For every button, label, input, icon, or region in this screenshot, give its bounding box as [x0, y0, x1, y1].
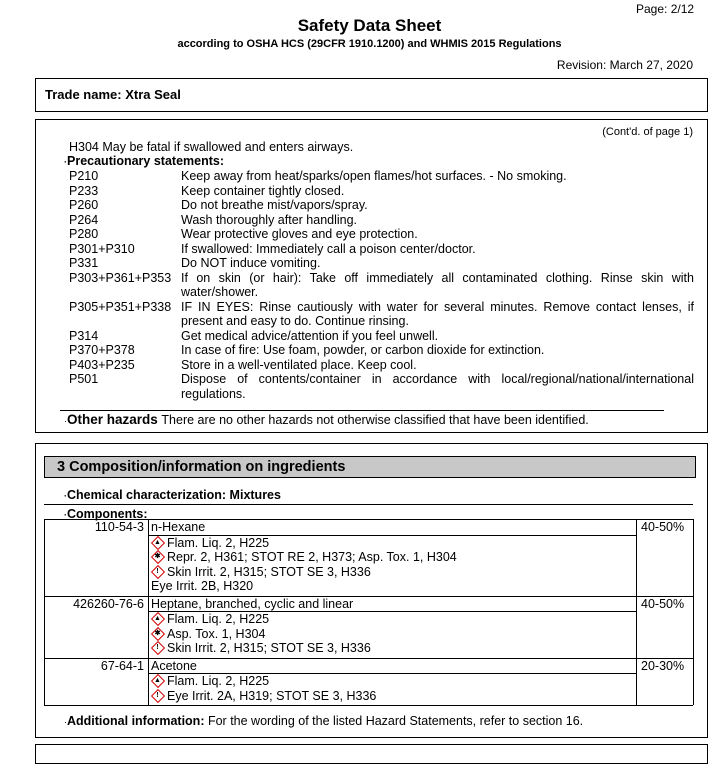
exclamation-icon	[151, 565, 164, 578]
statement-code: P331	[69, 256, 99, 270]
chem-char-label: Chemical characterization: Mixtures	[67, 488, 281, 502]
flame-icon	[151, 536, 164, 549]
exclamation-icon	[151, 641, 164, 654]
statement-text: Store in a well-ventilated place. Keep cool.	[181, 357, 417, 372]
statement-text: If swallowed: Immediately call a poison center/doctor.	[181, 241, 476, 256]
statement-text: Wear protective gloves and eye protection.	[181, 227, 418, 241]
statement-code: P303+P361+P353	[69, 270, 172, 285]
trade-name-box	[35, 78, 708, 112]
additional-info-row	[64, 714, 583, 730]
bullet-dot: ·	[64, 717, 67, 727]
bullet-dot: ·	[64, 510, 67, 520]
additional-info-label: Additional information:	[67, 714, 205, 728]
cas-number: 110-54-3	[94, 520, 144, 534]
pictogram-symbol: !	[156, 567, 159, 575]
row-bottom-border	[44, 705, 693, 706]
statement-code: P305+P351+P338	[69, 299, 172, 314]
hazard-line	[151, 627, 265, 642]
exclamation-icon	[151, 689, 164, 702]
statement-code: P210	[69, 169, 99, 183]
hazard-text: Eye Irrit. 2A, H319; STOT SE 3, H336	[167, 688, 377, 703]
trade-name: Trade name: Xtra Seal	[45, 87, 181, 102]
other-hazards-label: Other hazards	[67, 412, 158, 427]
statement-code: P280	[69, 227, 99, 241]
revision-date: Revision: March 27, 2020	[556, 58, 693, 72]
cas-column-line	[148, 519, 149, 596]
section-3-heading: 3 Composition/information on ingredients	[57, 459, 346, 475]
statement-text: If on skin (or hair): Take off immediately all contaminated clothing. Rinse skin with	[181, 270, 694, 285]
pictogram-symbol: ▲	[154, 615, 161, 622]
statement-text: Do NOT induce vomiting.	[181, 256, 321, 270]
hazard-line	[151, 612, 269, 627]
table-right-border	[693, 519, 694, 705]
percent-column-line	[636, 519, 637, 596]
pictogram-symbol: ✱	[154, 553, 161, 560]
statement-code: P314	[69, 328, 99, 343]
health-hazard-icon	[151, 627, 164, 640]
bullet-dot: ·	[64, 491, 67, 501]
components-table	[44, 519, 693, 716]
statement-code: P370+P378	[69, 343, 135, 357]
health-hazard-icon	[151, 550, 164, 563]
component-percent: 40-50%	[641, 520, 685, 534]
statement-code: P301+P310	[69, 241, 135, 256]
section-3-box	[35, 443, 708, 738]
page-number: Page: 2/12	[636, 2, 695, 16]
hazard-text: Repr. 2, H361; STOT RE 2, H373; Asp. Tox. 1, H304	[167, 550, 457, 564]
cas-number: 426260-76-6	[73, 596, 144, 611]
section-2-box	[35, 119, 708, 433]
statement-text: present and easy to do. Continue rinsing.	[181, 314, 409, 328]
percent-column-line	[636, 658, 637, 706]
hazard-line	[151, 536, 269, 551]
component-name: Heptane, branched, cyclic and linear	[151, 596, 354, 611]
statement-text: Wash thoroughly after handling.	[181, 212, 358, 227]
flame-icon	[151, 674, 164, 687]
pictogram-symbol: ▲	[154, 677, 161, 684]
bullet-dot: ·	[64, 416, 67, 426]
hazard-text: Flam. Liq. 2, H225	[167, 535, 270, 550]
hazard-text: Flam. Liq. 2, H225	[167, 674, 270, 688]
hazard-text: Asp. Tox. 1, H304	[167, 626, 266, 641]
chem-char-row	[64, 488, 281, 504]
next-section-box	[35, 744, 708, 764]
components-label: Components:	[67, 507, 148, 521]
cas-number: 67-64-1	[100, 658, 144, 673]
document-title: Safety Data Sheet	[297, 16, 442, 35]
additional-info-text: For the wording of the listed Hazard Statements, refer to section 16.	[207, 714, 584, 728]
h304-statement: H304 May be fatal if swallowed and enters airways.	[69, 140, 354, 154]
statement-text: Get medical advice/attention if you feel unwell.	[181, 328, 439, 343]
statement-text: Keep away from heat/sparks/open flames/hot surfaces. - No smoking.	[181, 169, 567, 183]
table-left-border	[44, 519, 45, 705]
hazard-text: Flam. Liq. 2, H225	[167, 612, 270, 626]
other-hazards-text: There are no other hazards not otherwise classified that have been identified.	[161, 413, 589, 427]
statement-code: P403+P235	[69, 357, 135, 372]
statement-text: In case of fire: Use foam, powder, or carbon dioxide for extinction.	[181, 343, 545, 357]
precautionary-label: Precautionary statements:	[67, 154, 225, 168]
document-subtitle: according to OSHA HCS (29CFR 1910.1200) and WHMIS 2015 Regulations	[177, 38, 562, 50]
pictogram-symbol: !	[156, 644, 159, 651]
statement-code: P233	[69, 183, 99, 198]
section-3-heading-bar	[44, 456, 696, 478]
flame-icon	[151, 612, 164, 625]
hazard-line	[151, 550, 457, 565]
percent-column-line	[636, 596, 637, 658]
hazard-line	[151, 674, 269, 689]
hazard-text: Eye Irrit. 2B, H320	[151, 579, 254, 593]
cas-column-line	[148, 658, 149, 706]
statement-text: Do not breathe mist/vapors/spray.	[181, 198, 368, 212]
pictogram-symbol: ✱	[154, 629, 161, 637]
component-percent: 40-50%	[641, 596, 685, 611]
bullet-dot: ·	[64, 157, 67, 167]
statement-text: Keep container tightly closed.	[181, 183, 345, 198]
statement-code: P264	[69, 212, 99, 227]
component-percent: 20-30%	[641, 658, 685, 673]
statement-code: P501	[69, 372, 99, 386]
precautionary-heading	[64, 154, 224, 170]
hazard-line	[151, 579, 253, 594]
continued-note: (Cont'd. of page 1)	[602, 126, 693, 138]
hazard-text: Skin Irrit. 2, H315; STOT SE 3, H336	[167, 641, 371, 655]
other-hazards-row	[64, 413, 589, 429]
statement-text: Dispose of contents/container in accordance with local/regional/national/international	[181, 372, 694, 386]
hazard-text: Skin Irrit. 2, H315; STOT SE 3, H336	[167, 564, 371, 579]
divider	[60, 410, 664, 411]
pictogram-symbol: !	[156, 691, 159, 699]
statement-text: regulations.	[181, 386, 246, 401]
cas-column-line	[148, 596, 149, 658]
divider	[44, 504, 693, 505]
statement-code: P260	[69, 198, 99, 212]
hazard-line	[151, 689, 376, 704]
component-name: n-Hexane	[151, 520, 206, 534]
statement-text: water/shower.	[181, 285, 259, 299]
hazard-line	[151, 641, 371, 656]
hazard-line	[151, 565, 371, 580]
component-name: Acetone	[151, 658, 197, 673]
pictogram-symbol: ▲	[154, 538, 161, 546]
statement-text: IF IN EYES: Rinse cautiously with water for several minutes. Remove contact lenses, if	[181, 299, 694, 314]
